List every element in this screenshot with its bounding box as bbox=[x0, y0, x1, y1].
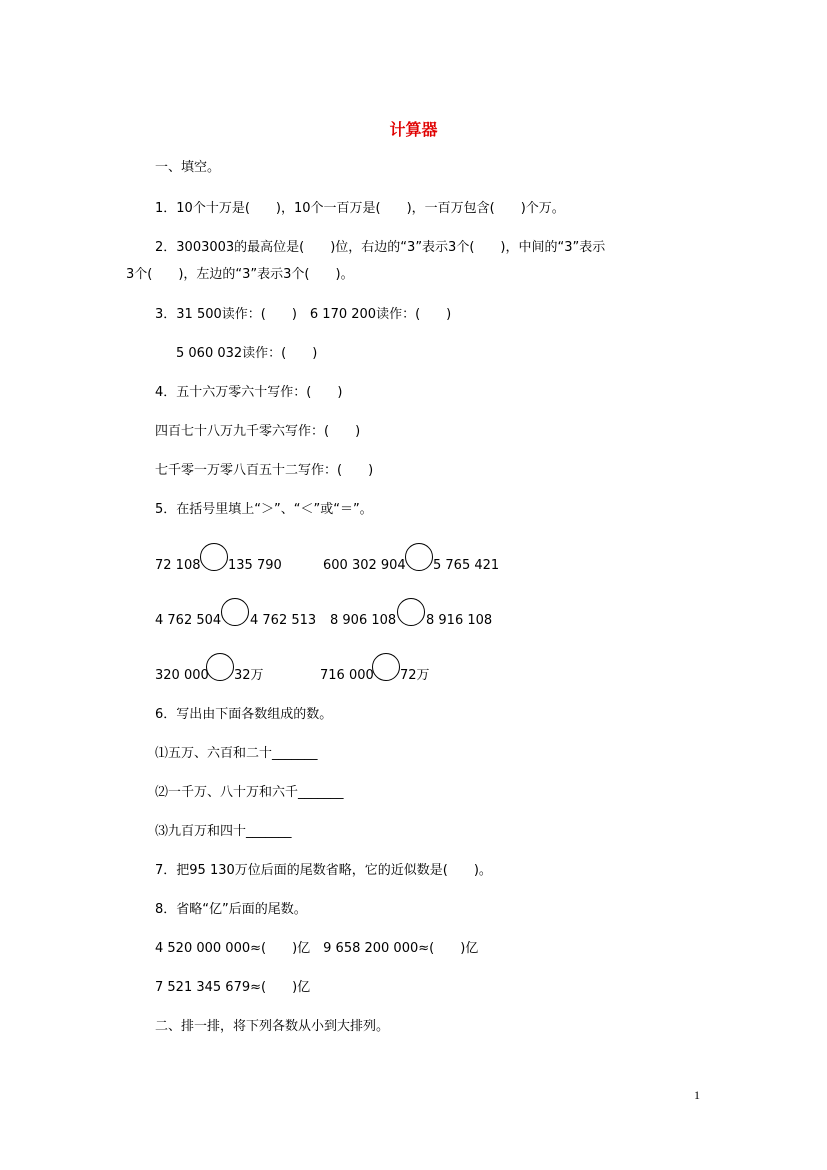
question-6-part-1: ⑴五万、六百和二十_______ bbox=[155, 746, 318, 761]
question-8-line-2: 7 521 345 679≈( )亿 bbox=[155, 980, 311, 995]
compare-right-value: 8 916 108 bbox=[426, 613, 493, 628]
question-6-part-2: ⑵一千万、八十万和六千_______ bbox=[155, 785, 344, 800]
compare-right-value: 4 762 513 bbox=[250, 613, 317, 628]
page-number: 1 bbox=[694, 1088, 700, 1102]
question-3-line-2: 5 060 032读作：( ) bbox=[176, 346, 318, 361]
compare-left-value: 4 762 504 bbox=[155, 613, 222, 628]
question-4-line-3: 七千零一万零八百五十二写作：( ) bbox=[155, 463, 374, 478]
compare-left-value: 320 000 bbox=[155, 668, 209, 683]
compare-left-value: 716 000 bbox=[320, 668, 374, 683]
section-heading-fill-blank: 一、填空。 bbox=[155, 160, 221, 175]
question-1: 1．10个十万是( )，10个一百万是( )，一百万包含( )个万。 bbox=[155, 201, 565, 216]
question-6-part-3: ⑶九百万和四十_______ bbox=[155, 824, 292, 839]
compare-right-value: 72万 bbox=[400, 668, 430, 683]
compare-circle[interactable] bbox=[206, 653, 234, 681]
compare-right-value: 32万 bbox=[234, 668, 264, 683]
compare-circle[interactable] bbox=[200, 543, 228, 571]
question-4-line-2: 四百七十八万九千零六写作：( ) bbox=[155, 424, 361, 439]
question-3-line-1: 3．31 500读作：( ) 6 170 200读作：( ) bbox=[155, 307, 452, 322]
compare-circle[interactable] bbox=[405, 543, 433, 571]
compare-right-value: 135 790 bbox=[228, 558, 282, 573]
compare-circle[interactable] bbox=[221, 598, 249, 626]
question-8: 8．省略“亿”后面的尾数。 bbox=[155, 902, 307, 917]
question-7: 7．把95 130万位后面的尾数省略，它的近似数是( )。 bbox=[155, 863, 492, 878]
question-4-line-1: 4．五十六万零六十写作：( ) bbox=[155, 385, 343, 400]
page-title: 计算器 bbox=[389, 120, 438, 139]
compare-circle[interactable] bbox=[372, 653, 400, 681]
compare-circle[interactable] bbox=[397, 598, 425, 626]
question-6: 6．写出由下面各数组成的数。 bbox=[155, 707, 333, 722]
question-8-line-1: 4 520 000 000≈( )亿 9 658 200 000≈( )亿 bbox=[155, 941, 479, 956]
compare-left-value: 72 108 bbox=[155, 558, 201, 573]
section-heading-ordering: 二、排一排，将下列各数从小到大排列。 bbox=[155, 1019, 390, 1034]
question-2-line-1: 2．3003003的最高位是( )位，右边的“3”表示3个( )，中间的“3”表示 bbox=[155, 240, 606, 255]
compare-right-value: 5 765 421 bbox=[433, 558, 500, 573]
question-5: 5．在括号里填上“＞”、“＜”或“＝”。 bbox=[155, 502, 373, 517]
compare-left-value: 8 906 108 bbox=[330, 613, 397, 628]
compare-left-value: 600 302 904 bbox=[323, 558, 406, 573]
question-2-line-2: 3个( )，左边的“3”表示3个( )。 bbox=[126, 267, 354, 282]
